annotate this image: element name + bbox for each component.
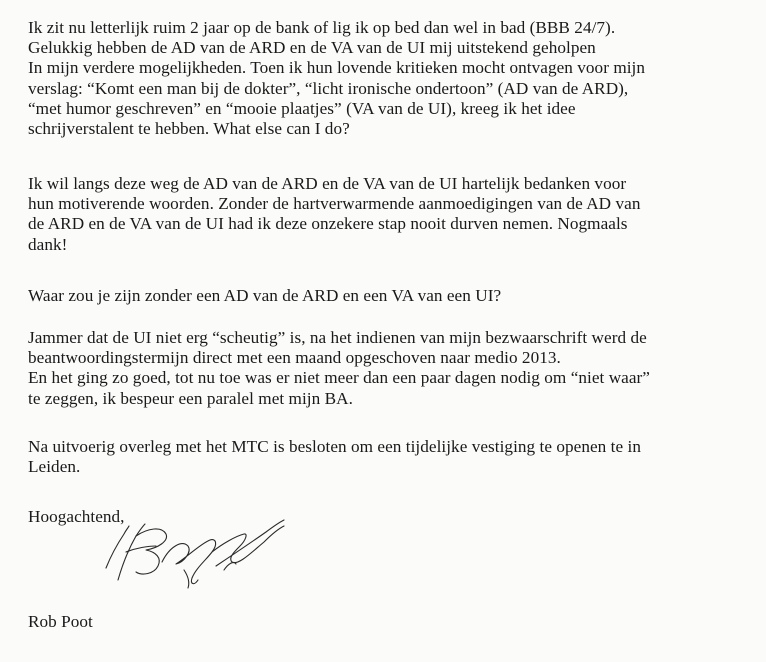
text-line: te zeggen, ik bespeur een paralel met mijn BA. <box>28 388 353 408</box>
signer-name-text: Rob Poot <box>28 612 93 631</box>
paragraph-question <box>28 286 501 306</box>
text-line: Ik zit nu letterlijk ruim 2 jaar op de bank of lig ik op bed dan wel in bad (BBB 24/7). <box>28 18 616 37</box>
text-line: Gelukkig hebben de AD van de ARD en de VA van de UI mij uitstekend geholpen <box>28 38 596 58</box>
text-line: Ik wil langs deze weg de AD van de ARD en de VA van de UI hartelijk bedanken voor <box>28 174 627 193</box>
paragraph-thanks <box>28 174 640 255</box>
text-line: dank! <box>28 234 68 254</box>
paragraph-intro <box>28 18 645 139</box>
text-line: de ARD en de VA van de UI had ik deze onzekere stap nooit durven nemen. Nogmaals <box>28 214 628 234</box>
text-line: “met humor geschreven” en “mooie plaatjes” (VA van de UI), kreeg ik het idee <box>28 98 576 118</box>
text-line: En het ging zo goed, tot nu toe was er niet meer dan een paar dagen nodig om “niet waar” <box>28 368 650 388</box>
closing-text: Hoogachtend, <box>28 507 125 526</box>
text-line: In mijn verdere mogelijkheden. Toen ik hun lovende kritieken mocht ontvagen voor mijn <box>28 58 646 78</box>
text-line: Jammer dat de UI niet erg “scheutig” is, na het indienen van mijn bezwaarschrift werd de <box>28 328 647 347</box>
paragraph-complaint <box>28 328 650 409</box>
text-line: hun motiverende woorden. Zonder de hartverwarmende aanmoedigingen van de AD van <box>28 194 641 214</box>
paragraph-mtc <box>28 437 641 477</box>
text-line: schrijverstalent te hebben. What else can I do? <box>28 118 350 138</box>
signer-name <box>28 612 93 632</box>
handwritten-signature <box>96 506 296 596</box>
text-line: Na uitvoerig overleg met het MTC is besloten om een tijdelijke vestiging te openen te in <box>28 437 641 456</box>
text-line: verslag: “Komt een man bij de dokter”, “licht ironische ondertoon” (AD van de ARD), <box>28 78 629 98</box>
text-line: Waar zou je zijn zonder een AD van de ARD en een VA van een UI? <box>28 286 502 305</box>
text-line: Leiden. <box>28 457 81 477</box>
text-line: beantwoordingstermijn direct met een maand opgeschoven naar medio 2013. <box>28 348 561 368</box>
